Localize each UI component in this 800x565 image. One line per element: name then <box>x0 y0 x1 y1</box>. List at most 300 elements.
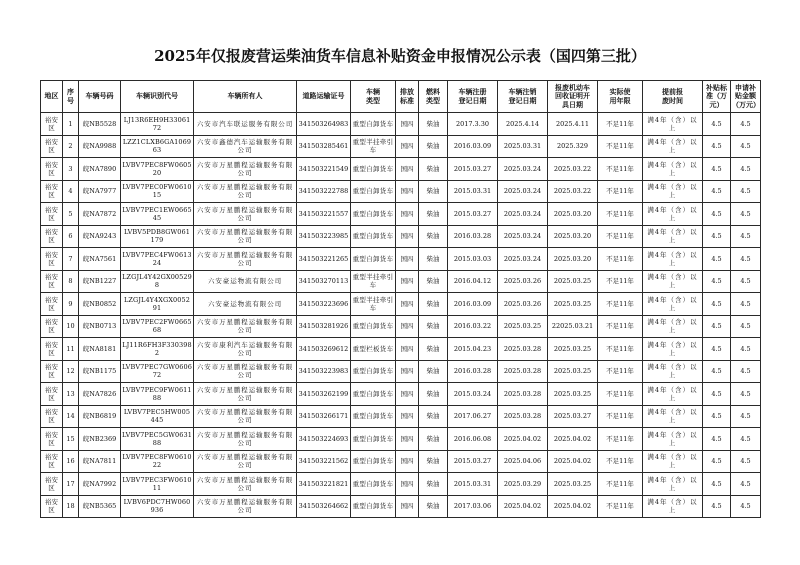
cell-owner: 六安市万星鹏程运输服务有限公司 <box>194 450 297 473</box>
cell-registration-date: 2016.03.09 <box>448 135 498 158</box>
cell-vin: LVBV7PEC2FW066568 <box>121 315 194 338</box>
cell-subsidy-amount: 4.5 <box>731 270 761 293</box>
cell-owner: 六安市万星鹏程运输服务有限公司 <box>194 203 297 226</box>
cell-transport-license-no: 341503264662 <box>297 495 351 518</box>
header-emission-standard: 排放 标准 <box>396 81 419 113</box>
header-subsidy-amount: 申请补 贴金额 （万元） <box>731 81 761 113</box>
cell-subsidy-amount: 4.5 <box>731 293 761 316</box>
cell-service-life: 不足11年 <box>598 383 643 406</box>
cell-plate-number: 皖NB0713 <box>79 315 121 338</box>
cell-vin: LVBV7PEC9FW061188 <box>121 383 194 406</box>
cell-subsidy-amount: 4.5 <box>731 360 761 383</box>
cell-serial-no: 14 <box>63 405 79 428</box>
cell-region: 裕安区 <box>41 315 63 338</box>
cell-registration-date: 2015.03.31 <box>448 180 498 203</box>
cell-emission-standard: 国四 <box>396 315 419 338</box>
cell-registration-date: 2017.03.06 <box>448 495 498 518</box>
cell-fuel-type: 柴油 <box>419 315 448 338</box>
cell-deregistration-date: 2025.03.28 <box>498 360 548 383</box>
cell-emission-standard: 国四 <box>396 180 419 203</box>
cell-registration-date: 2015.03.27 <box>448 158 498 181</box>
table-row <box>41 203 761 226</box>
table-row <box>41 428 761 451</box>
cell-vehicle-type: 重型半挂牵引车 <box>351 135 396 158</box>
cell-emission-standard: 国四 <box>396 270 419 293</box>
cell-plate-number: 皖NB0852 <box>79 293 121 316</box>
cell-fuel-type: 柴油 <box>419 180 448 203</box>
cell-owner: 六安市万星鹏程运输服务有限公司 <box>194 225 297 248</box>
cell-vin: LZGJL4Y42GX005298 <box>121 270 194 293</box>
cell-emission-standard: 国四 <box>396 158 419 181</box>
header-early-scrap-time: 提前报 废时间 <box>643 81 703 113</box>
cell-owner: 六安市鑫德汽车运输服务有限公司 <box>194 135 297 158</box>
cell-serial-no: 18 <box>63 495 79 518</box>
cell-scrap-certificate-date: 2025.03.25 <box>548 360 598 383</box>
header-serial-no: 序号 <box>63 81 79 113</box>
cell-owner: 六安市万星鹏程运输服务有限公司 <box>194 158 297 181</box>
cell-subsidy-amount: 4.5 <box>731 473 761 496</box>
cell-serial-no: 9 <box>63 293 79 316</box>
cell-plate-number: 皖NA7561 <box>79 248 121 271</box>
cell-subsidy-standard: 4.5 <box>703 315 731 338</box>
cell-emission-standard: 国四 <box>396 450 419 473</box>
header-deregistration-date: 车辆注销 登记日期 <box>498 81 548 113</box>
cell-owner: 六安市万星鹏程运输服务有限公司 <box>194 180 297 203</box>
cell-scrap-certificate-date: 2025.03.27 <box>548 405 598 428</box>
cell-owner: 六安豪运物流有限公司 <box>194 270 297 293</box>
cell-subsidy-standard: 4.5 <box>703 270 731 293</box>
cell-plate-number: 皖NB2369 <box>79 428 121 451</box>
table-row <box>41 248 761 271</box>
cell-registration-date: 2015.03.27 <box>448 450 498 473</box>
cell-serial-no: 2 <box>63 135 79 158</box>
cell-plate-number: 皖NA7826 <box>79 383 121 406</box>
cell-serial-no: 10 <box>63 315 79 338</box>
cell-service-life: 不足11年 <box>598 293 643 316</box>
cell-scrap-certificate-date: 2025.04.02 <box>548 450 598 473</box>
cell-plate-number: 皖NA8181 <box>79 338 121 361</box>
cell-transport-license-no: 341503221821 <box>297 473 351 496</box>
cell-early-scrap-time: 满4年（含）以上 <box>643 450 703 473</box>
cell-transport-license-no: 341503281926 <box>297 315 351 338</box>
cell-early-scrap-time: 满4年（含）以上 <box>643 405 703 428</box>
cell-transport-license-no: 341503223985 <box>297 225 351 248</box>
cell-deregistration-date: 2025.03.24 <box>498 203 548 226</box>
cell-plate-number: 皖NA7992 <box>79 473 121 496</box>
cell-registration-date: 2017.06.27 <box>448 405 498 428</box>
cell-region: 裕安区 <box>41 450 63 473</box>
cell-plate-number: 皖NA7811 <box>79 450 121 473</box>
cell-service-life: 不足11年 <box>598 135 643 158</box>
cell-fuel-type: 柴油 <box>419 203 448 226</box>
cell-region: 裕安区 <box>41 113 63 136</box>
cell-emission-standard: 国四 <box>396 360 419 383</box>
cell-plate-number: 皖NB6819 <box>79 405 121 428</box>
table-row <box>41 360 761 383</box>
cell-early-scrap-time: 满4年（含）以上 <box>643 473 703 496</box>
cell-scrap-certificate-date: 2025.03.20 <box>548 248 598 271</box>
cell-subsidy-standard: 4.5 <box>703 383 731 406</box>
cell-subsidy-standard: 4.5 <box>703 225 731 248</box>
cell-deregistration-date: 2025.03.28 <box>498 383 548 406</box>
cell-deregistration-date: 2025.4.14 <box>498 113 548 136</box>
cell-vehicle-type: 重型自卸货车 <box>351 450 396 473</box>
cell-service-life: 不足11年 <box>598 248 643 271</box>
cell-service-life: 不足11年 <box>598 473 643 496</box>
cell-deregistration-date: 2025.03.24 <box>498 158 548 181</box>
cell-deregistration-date: 2025.03.24 <box>498 180 548 203</box>
cell-subsidy-standard: 4.5 <box>703 180 731 203</box>
cell-vin: LVBV7PEC0FW061015 <box>121 180 194 203</box>
cell-fuel-type: 柴油 <box>419 158 448 181</box>
cell-serial-no: 11 <box>63 338 79 361</box>
table-row <box>41 473 761 496</box>
cell-emission-standard: 国四 <box>396 338 419 361</box>
cell-early-scrap-time: 满4年（含）以上 <box>643 203 703 226</box>
cell-region: 裕安区 <box>41 383 63 406</box>
cell-serial-no: 7 <box>63 248 79 271</box>
cell-owner: 六安豪运物流有限公司 <box>194 293 297 316</box>
cell-service-life: 不足11年 <box>598 450 643 473</box>
cell-subsidy-amount: 4.5 <box>731 203 761 226</box>
cell-subsidy-standard: 4.5 <box>703 248 731 271</box>
cell-deregistration-date: 2025.03.25 <box>498 315 548 338</box>
cell-region: 裕安区 <box>41 180 63 203</box>
header-subsidy-standard: 补贴标 准（万 元） <box>703 81 731 113</box>
cell-vin: LJ11R6FH3F3303982 <box>121 338 194 361</box>
cell-region: 裕安区 <box>41 203 63 226</box>
cell-vehicle-type: 重型半挂牵引车 <box>351 293 396 316</box>
cell-early-scrap-time: 满4年（含）以上 <box>643 360 703 383</box>
cell-emission-standard: 国四 <box>396 428 419 451</box>
cell-vin: LVBV7PEC5GW063188 <box>121 428 194 451</box>
cell-plate-number: 皖NA7872 <box>79 203 121 226</box>
cell-serial-no: 15 <box>63 428 79 451</box>
cell-transport-license-no: 341503223983 <box>297 360 351 383</box>
cell-plate-number: 皖NA9243 <box>79 225 121 248</box>
cell-vehicle-type: 重型自卸货车 <box>351 473 396 496</box>
table-row <box>41 180 761 203</box>
cell-plate-number: 皖NA7977 <box>79 180 121 203</box>
cell-emission-standard: 国四 <box>396 225 419 248</box>
cell-early-scrap-time: 满4年（含）以上 <box>643 135 703 158</box>
cell-early-scrap-time: 满4年（含）以上 <box>643 225 703 248</box>
cell-deregistration-date: 2025.03.26 <box>498 293 548 316</box>
cell-vehicle-type: 重型自卸货车 <box>351 203 396 226</box>
cell-early-scrap-time: 满4年（含）以上 <box>643 315 703 338</box>
cell-region: 裕安区 <box>41 270 63 293</box>
cell-service-life: 不足11年 <box>598 495 643 518</box>
cell-fuel-type: 柴油 <box>419 293 448 316</box>
cell-serial-no: 16 <box>63 450 79 473</box>
cell-transport-license-no: 341503270113 <box>297 270 351 293</box>
cell-subsidy-standard: 4.5 <box>703 113 731 136</box>
cell-registration-date: 2015.03.31 <box>448 473 498 496</box>
header-vin: 车辆识别代号 <box>121 81 194 113</box>
cell-vehicle-type: 重型自卸货车 <box>351 225 396 248</box>
cell-vehicle-type: 重型半挂牵引车 <box>351 270 396 293</box>
cell-vin: LVBV7PEC3FW061011 <box>121 473 194 496</box>
header-fuel-type: 燃料 类型 <box>419 81 448 113</box>
cell-scrap-certificate-date: 2025.04.02 <box>548 495 598 518</box>
cell-transport-license-no: 341503269612 <box>297 338 351 361</box>
cell-region: 裕安区 <box>41 405 63 428</box>
cell-emission-standard: 国四 <box>396 495 419 518</box>
cell-serial-no: 4 <box>63 180 79 203</box>
cell-subsidy-amount: 4.5 <box>731 495 761 518</box>
cell-scrap-certificate-date: 2025.03.20 <box>548 225 598 248</box>
cell-plate-number: 皖NA7890 <box>79 158 121 181</box>
cell-plate-number: 皖NB5365 <box>79 495 121 518</box>
cell-vin: LJ13R6EH9H3306172 <box>121 113 194 136</box>
cell-plate-number: 皖NB1227 <box>79 270 121 293</box>
cell-fuel-type: 柴油 <box>419 338 448 361</box>
cell-scrap-certificate-date: 2025.329 <box>548 135 598 158</box>
cell-scrap-certificate-date: 2025.03.22 <box>548 180 598 203</box>
cell-subsidy-amount: 4.5 <box>731 180 761 203</box>
cell-vin: LVBV7PEC1EW066545 <box>121 203 194 226</box>
table-row <box>41 450 761 473</box>
cell-region: 裕安区 <box>41 293 63 316</box>
cell-owner: 六安市万星鹏程运输服务有限公司 <box>194 495 297 518</box>
cell-transport-license-no: 341503224693 <box>297 428 351 451</box>
cell-vehicle-type: 重型自卸货车 <box>351 383 396 406</box>
cell-registration-date: 2016.03.22 <box>448 315 498 338</box>
table-row <box>41 135 761 158</box>
cell-subsidy-standard: 4.5 <box>703 203 731 226</box>
cell-vehicle-type: 重型自卸货车 <box>351 315 396 338</box>
cell-vin: LVBV7PEC5HW005445 <box>121 405 194 428</box>
cell-deregistration-date: 2025.03.26 <box>498 270 548 293</box>
cell-vin: LVBV6PDC7HW060936 <box>121 495 194 518</box>
cell-owner: 六安市万星鹏程运输服务有限公司 <box>194 383 297 406</box>
cell-owner: 六安市万星鹏程运输服务有限公司 <box>194 360 297 383</box>
cell-serial-no: 8 <box>63 270 79 293</box>
cell-region: 裕安区 <box>41 338 63 361</box>
cell-transport-license-no: 341503264983 <box>297 113 351 136</box>
cell-early-scrap-time: 满4年（含）以上 <box>643 383 703 406</box>
cell-serial-no: 13 <box>63 383 79 406</box>
cell-subsidy-standard: 4.5 <box>703 495 731 518</box>
cell-registration-date: 2015.04.23 <box>448 338 498 361</box>
cell-transport-license-no: 341503223696 <box>297 293 351 316</box>
table-row <box>41 293 761 316</box>
cell-deregistration-date: 2025.03.28 <box>498 338 548 361</box>
cell-region: 裕安区 <box>41 428 63 451</box>
cell-scrap-certificate-date: 2025.04.02 <box>548 428 598 451</box>
table-row <box>41 113 761 136</box>
cell-deregistration-date: 2025.03.31 <box>498 135 548 158</box>
cell-owner: 六安市万星鹏程运输服务有限公司 <box>194 473 297 496</box>
cell-serial-no: 6 <box>63 225 79 248</box>
cell-fuel-type: 柴油 <box>419 495 448 518</box>
cell-region: 裕安区 <box>41 225 63 248</box>
cell-emission-standard: 国四 <box>396 405 419 428</box>
cell-plate-number: 皖NA9988 <box>79 135 121 158</box>
cell-early-scrap-time: 满4年（含）以上 <box>643 338 703 361</box>
cell-fuel-type: 柴油 <box>419 113 448 136</box>
cell-emission-standard: 国四 <box>396 135 419 158</box>
cell-subsidy-amount: 4.5 <box>731 405 761 428</box>
cell-vehicle-type: 重型自卸货车 <box>351 405 396 428</box>
table-row <box>41 383 761 406</box>
cell-vin: LZZ1CLXB6GA106963 <box>121 135 194 158</box>
subsidy-declaration-table <box>40 80 761 518</box>
cell-fuel-type: 柴油 <box>419 225 448 248</box>
cell-emission-standard: 国四 <box>396 473 419 496</box>
header-plate-number: 车辆号码 <box>79 81 121 113</box>
cell-vehicle-type: 重型自卸货车 <box>351 180 396 203</box>
cell-fuel-type: 柴油 <box>419 248 448 271</box>
page-title: 2025年仅报废营运柴油货车信息补贴资金申报情况公示表（国四第三批） <box>154 47 646 65</box>
cell-vin: LZGJL4Y4XGX005291 <box>121 293 194 316</box>
cell-subsidy-amount: 4.5 <box>731 225 761 248</box>
cell-subsidy-amount: 4.5 <box>731 135 761 158</box>
cell-subsidy-standard: 4.5 <box>703 293 731 316</box>
cell-service-life: 不足11年 <box>598 225 643 248</box>
cell-transport-license-no: 341503266171 <box>297 405 351 428</box>
cell-vehicle-type: 重型自卸货车 <box>351 495 396 518</box>
cell-subsidy-amount: 4.5 <box>731 248 761 271</box>
cell-registration-date: 2015.03.03 <box>448 248 498 271</box>
table-row <box>41 405 761 428</box>
cell-scrap-certificate-date: 2025.03.20 <box>548 203 598 226</box>
cell-vehicle-type: 重型自卸货车 <box>351 113 396 136</box>
header-owner: 车辆所有人 <box>194 81 297 113</box>
cell-service-life: 不足11年 <box>598 338 643 361</box>
cell-registration-date: 2015.03.24 <box>448 383 498 406</box>
cell-subsidy-standard: 4.5 <box>703 428 731 451</box>
cell-region: 裕安区 <box>41 495 63 518</box>
table-row <box>41 495 761 518</box>
cell-serial-no: 17 <box>63 473 79 496</box>
cell-serial-no: 12 <box>63 360 79 383</box>
header-service-life: 实际使 用年限 <box>598 81 643 113</box>
cell-owner: 六安市万星鹏程运输服务有限公司 <box>194 405 297 428</box>
cell-region: 裕安区 <box>41 248 63 271</box>
cell-transport-license-no: 341503221557 <box>297 203 351 226</box>
cell-registration-date: 2016.03.28 <box>448 360 498 383</box>
cell-registration-date: 2015.03.27 <box>448 203 498 226</box>
cell-owner: 六安市万星鹏程运输服务有限公司 <box>194 428 297 451</box>
cell-owner: 六安市万星鹏程运输服务有限公司 <box>194 315 297 338</box>
cell-vin: LVBV7PEC7GW060672 <box>121 360 194 383</box>
cell-deregistration-date: 2025.04.06 <box>498 450 548 473</box>
cell-fuel-type: 柴油 <box>419 270 448 293</box>
cell-scrap-certificate-date: 2025.4.11 <box>548 113 598 136</box>
cell-fuel-type: 柴油 <box>419 360 448 383</box>
table-body <box>41 113 761 518</box>
cell-vehicle-type: 重型自卸货车 <box>351 158 396 181</box>
table-row <box>41 158 761 181</box>
table-header <box>41 81 761 113</box>
cell-early-scrap-time: 满4年（含）以上 <box>643 428 703 451</box>
cell-emission-standard: 国四 <box>396 113 419 136</box>
cell-fuel-type: 柴油 <box>419 473 448 496</box>
cell-service-life: 不足11年 <box>598 270 643 293</box>
cell-transport-license-no: 341503285461 <box>297 135 351 158</box>
cell-region: 裕安区 <box>41 158 63 181</box>
cell-early-scrap-time: 满4年（含）以上 <box>643 180 703 203</box>
cell-scrap-certificate-date: 2025.03.25 <box>548 473 598 496</box>
cell-fuel-type: 柴油 <box>419 383 448 406</box>
cell-plate-number: 皖NB1175 <box>79 360 121 383</box>
header-scrap-certificate-date: 报废机动车 回收证明开 具日期 <box>548 81 598 113</box>
cell-deregistration-date: 2025.03.24 <box>498 225 548 248</box>
cell-deregistration-date: 2025.03.24 <box>498 248 548 271</box>
cell-subsidy-standard: 4.5 <box>703 360 731 383</box>
cell-vehicle-type: 重型自卸货车 <box>351 428 396 451</box>
cell-vehicle-type: 重型自卸货车 <box>351 360 396 383</box>
cell-subsidy-standard: 4.5 <box>703 450 731 473</box>
cell-service-life: 不足11年 <box>598 428 643 451</box>
cell-emission-standard: 国四 <box>396 383 419 406</box>
cell-vin: LVBV7PEC8FW060520 <box>121 158 194 181</box>
cell-owner: 六安市汽车联运服务有限公司 <box>194 113 297 136</box>
cell-scrap-certificate-date: 2025.03.25 <box>548 293 598 316</box>
cell-subsidy-standard: 4.5 <box>703 135 731 158</box>
cell-subsidy-amount: 4.5 <box>731 113 761 136</box>
table-row <box>41 338 761 361</box>
cell-fuel-type: 柴油 <box>419 405 448 428</box>
cell-scrap-certificate-date: 2025.03.25 <box>548 270 598 293</box>
cell-scrap-certificate-date: 2025.03.25 <box>548 338 598 361</box>
header-region: 地区 <box>41 81 63 113</box>
cell-registration-date: 2016.03.28 <box>448 225 498 248</box>
cell-subsidy-amount: 4.5 <box>731 158 761 181</box>
cell-subsidy-standard: 4.5 <box>703 158 731 181</box>
cell-emission-standard: 国四 <box>396 203 419 226</box>
cell-subsidy-amount: 4.5 <box>731 428 761 451</box>
cell-early-scrap-time: 满4年（含）以上 <box>643 158 703 181</box>
cell-transport-license-no: 341503221265 <box>297 248 351 271</box>
cell-serial-no: 3 <box>63 158 79 181</box>
cell-registration-date: 2016.03.09 <box>448 293 498 316</box>
cell-early-scrap-time: 满4年（含）以上 <box>643 248 703 271</box>
cell-plate-number: 皖NB5528 <box>79 113 121 136</box>
cell-deregistration-date: 2025.03.29 <box>498 473 548 496</box>
cell-transport-license-no: 341503262199 <box>297 383 351 406</box>
table-row <box>41 225 761 248</box>
cell-owner: 六安市万星鹏程运输服务有限公司 <box>194 248 297 271</box>
cell-subsidy-standard: 4.5 <box>703 338 731 361</box>
cell-region: 裕安区 <box>41 360 63 383</box>
cell-service-life: 不足11年 <box>598 360 643 383</box>
cell-service-life: 不足11年 <box>598 180 643 203</box>
cell-scrap-certificate-date: 2025.03.25 <box>548 383 598 406</box>
cell-vin: LVBV7PEC4FW061324 <box>121 248 194 271</box>
cell-fuel-type: 柴油 <box>419 428 448 451</box>
cell-region: 裕安区 <box>41 135 63 158</box>
cell-vin: LVBV5PDB8GW061179 <box>121 225 194 248</box>
header-vehicle-type: 车辆 类型 <box>351 81 396 113</box>
cell-emission-standard: 国四 <box>396 248 419 271</box>
cell-early-scrap-time: 满4年（含）以上 <box>643 495 703 518</box>
cell-fuel-type: 柴油 <box>419 135 448 158</box>
cell-scrap-certificate-date: 22025.03.21 <box>548 315 598 338</box>
table-row <box>41 315 761 338</box>
cell-service-life: 不足11年 <box>598 405 643 428</box>
cell-serial-no: 5 <box>63 203 79 226</box>
cell-service-life: 不足11年 <box>598 315 643 338</box>
cell-emission-standard: 国四 <box>396 293 419 316</box>
cell-subsidy-standard: 4.5 <box>703 405 731 428</box>
cell-scrap-certificate-date: 2025.03.22 <box>548 158 598 181</box>
cell-early-scrap-time: 满4年（含）以上 <box>643 293 703 316</box>
cell-subsidy-amount: 4.5 <box>731 338 761 361</box>
cell-serial-no: 1 <box>63 113 79 136</box>
cell-transport-license-no: 341503221549 <box>297 158 351 181</box>
